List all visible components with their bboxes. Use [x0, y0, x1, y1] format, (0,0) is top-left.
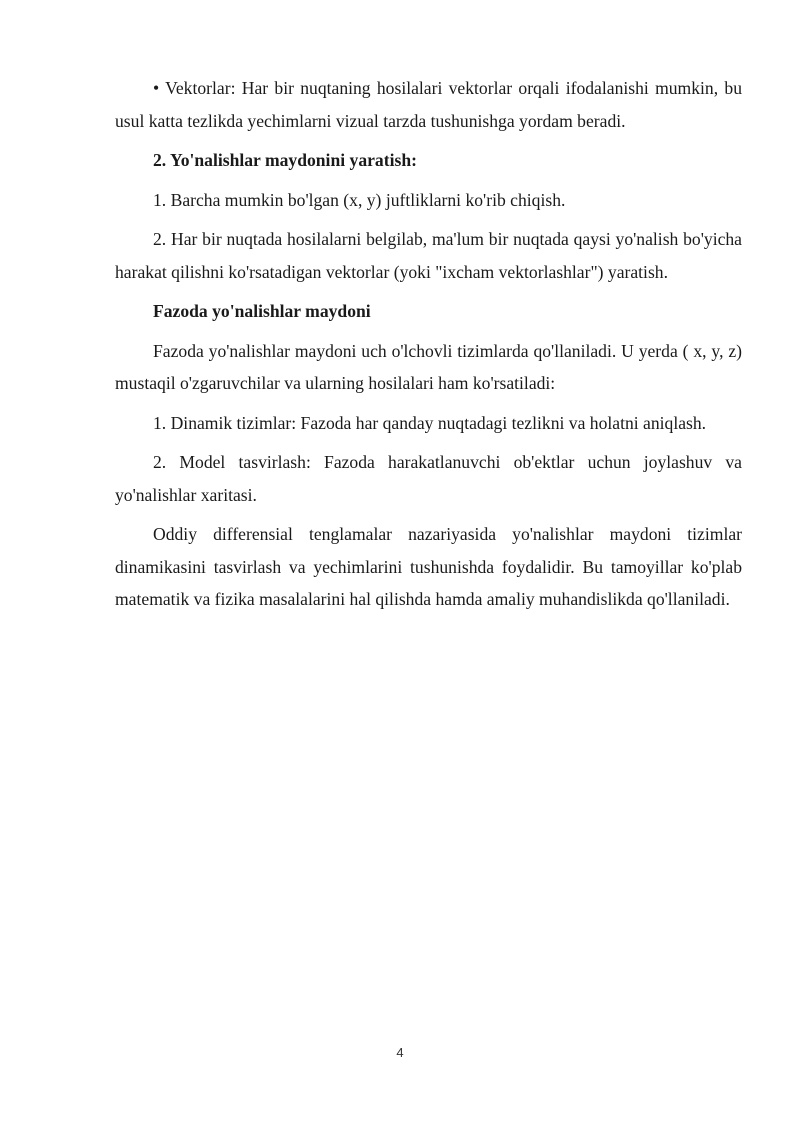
document-body: [115, 72, 742, 623]
list-item-step-2: 2. Har bir nuqtada hosilalarni belgilab, ma'lum bir nuqtada qaysi yo'nalish bo'yicha harakat qilishni ko'rsatadigan vektorlar (yoki "ixcham vektorlashlar") yaratish.: [115, 229, 742, 282]
section-heading-space-field: Fazoda yo'nalishlar maydoni: [153, 301, 371, 321]
page-number: 4: [396, 1045, 404, 1060]
list-item-dynamic-systems: 1. Dinamik tizimlar: Fazoda har qanday nuqtadagi tezlikni va holatni aniqlash.: [153, 412, 707, 433]
list-item-model-description: 2. Model tasvirlash: Fazoda harakatlanuvchi ob'ektlar uchun joylashuv va yo'nalishlar xaritasi.: [115, 452, 742, 505]
body-paragraph-space-field: Fazoda yo'nalishlar maydoni uch o'lchovli tizimlarda qo'llaniladi. U yerda ( x, y, z) mustaqil o'zgaruvchilar va ularning hosilalari ham ko'rsatiladi:: [115, 340, 742, 393]
list-item-step-1: 1. Barcha mumkin bo'lgan (x, y) juftliklarni ko'rib chiqish.: [153, 189, 566, 210]
bullet-paragraph-vectors: • Vektorlar: Har bir nuqtaning hosilalari vektorlar orqali ifodalanishi mumkin, bu usul katta tezlikda yechimlarni vizual tarzda tushunishga yordam beradi.: [115, 78, 742, 131]
body-paragraph-conclusion: Oddiy differensial tenglamalar nazariyasida yo'nalishlar maydoni tizimlar dinamikasini tasvirlash va yechimlarini tushunishda foydalidir. Bu tamoyillar ko'plab matematik va fizika masalalarini hal qilishda hamda amaliy muhandislikda qo'llaniladi.: [115, 524, 742, 609]
section-heading-create-field: 2. Yo'nalishlar maydonini yaratish:: [153, 150, 417, 170]
